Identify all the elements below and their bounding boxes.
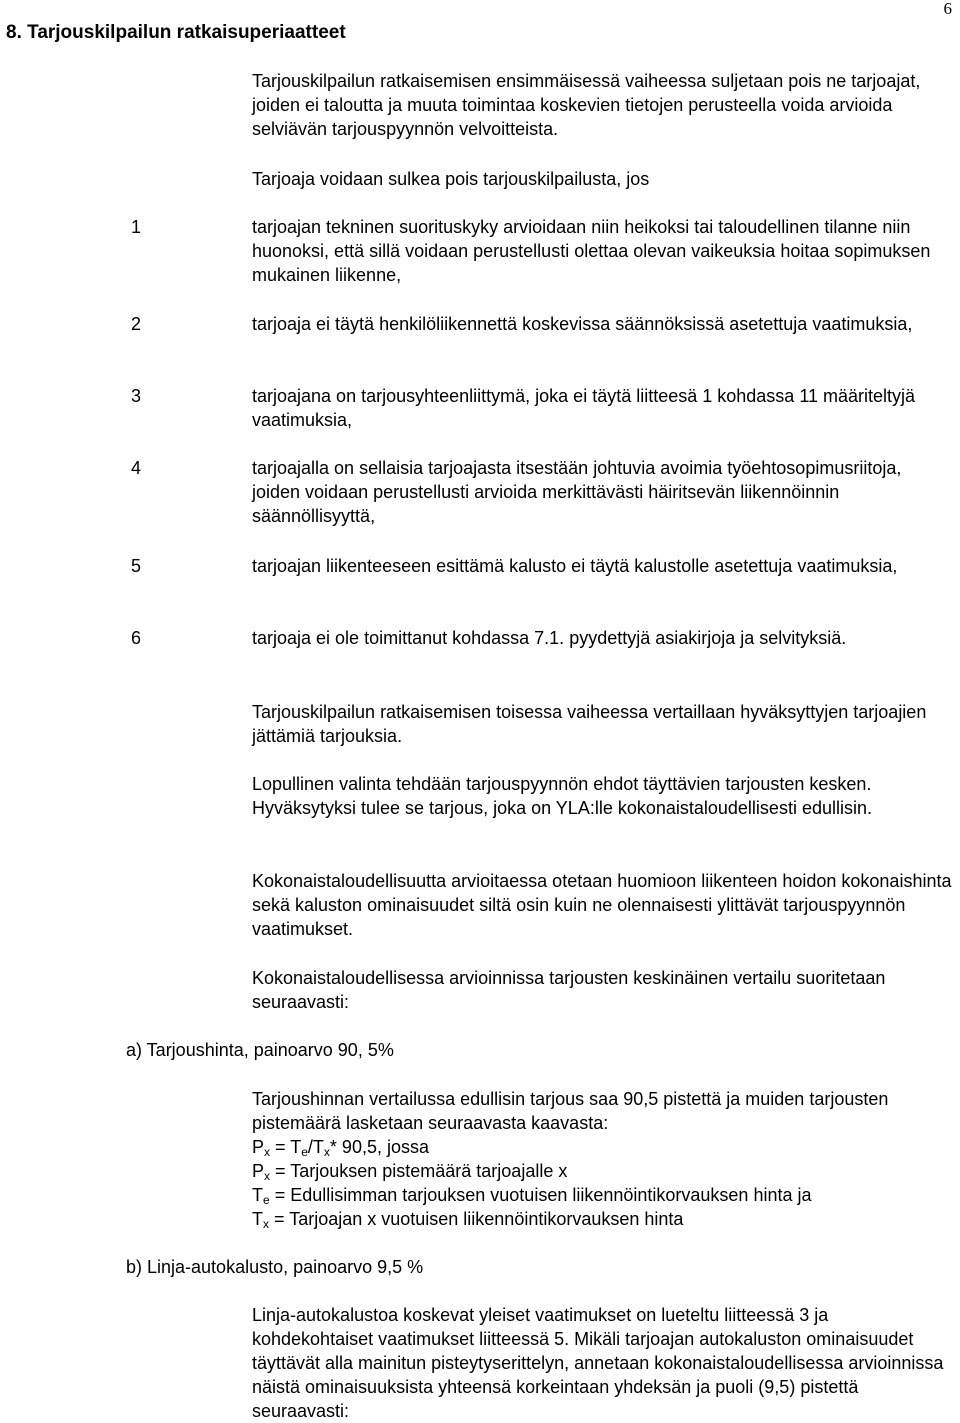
section-a-title: a) Tarjoushinta, painoarvo 90, 5% [126, 1040, 394, 1060]
criterion-text: tarjoaja ei ole toimittanut kohdassa 7.1. pyydettyjä asiakirjoja ja selvityksiä. [252, 628, 847, 648]
criterion-text: tarjoajalla on sellaisia tarjoajasta itsestään johtuvia avoimia työehtosopimusriitoja, joiden voidaan perustellusti arvioida merkittävästi häiritsevän liikennöinnin säännöllisyyttä, [252, 458, 902, 526]
criterion-text: tarjoajan tekninen suorituskyky arvioidaan niin heikoksi tai taloudellinen tilanne niin huonoksi, että sillä voidaan perustellusti olettaa olevan vaikeuksia hoitaa sopimuksen mukainen liikenne, [252, 217, 931, 285]
criterion-number: 4 [131, 458, 142, 478]
second-phase-paragraph: Tarjouskilpailun ratkaisemisen toisessa vaiheessa vertaillaan hyväksyttyjen tarjoajien jättämiä tarjouksia. [252, 702, 927, 746]
formula-definition: $T_x$ = Tarjoajan x vuotuisen liikennöintikorvauksen hinta [252, 1209, 684, 1231]
page-number: 6 [943, 0, 952, 18]
total-economy-paragraph: Kokonaistaloudellisuutta arvioitaessa otetaan huomioon liikenteen hoidon kokonaishinta sekä kaluston ominaisuudet siltä osin kuin ne olennaisesti ylittävät tarjouspyynnön vaatimukset. [252, 871, 952, 939]
section-heading: 8. Tarjouskilpailun ratkaisuperiaatteet [6, 22, 346, 43]
section-a-intro: Tarjoushinnan vertailussa edullisin tarjous saa 90,5 pistettä ja muiden tarjousten pistemäärä lasketaan seuraavasta kaavasta: [252, 1089, 889, 1133]
final-choice-paragraph: Lopullinen valinta tehdään tarjouspyynnön ehdot täyttävien tarjousten kesken. Hyväksytyksi tulee se tarjous, joka on YLA:lle kokonaistaloudellisesti edullisin. [252, 774, 872, 818]
criterion-number: 1 [131, 217, 142, 237]
criterion-text: tarjoajan liikenteeseen esittämä kalusto ei täytä kalustolle asetettuja vaatimuksia, [252, 556, 898, 576]
criterion-number: 6 [131, 628, 142, 648]
formula-definition: $P_x$ = Tarjouksen pistemäärä tarjoajalle x [252, 1161, 568, 1183]
criterion-text: tarjoajana on tarjousyhteenliittymä, joka ei täytä liitteesä 1 kohdassa 11 määriteltyjä vaatimuksia, [252, 386, 916, 430]
comparison-paragraph: Kokonaistaloudellisessa arvioinnissa tarjousten keskinäinen vertailu suoritetaan seuraavasti: [252, 968, 886, 1012]
criterion-number: 5 [131, 556, 142, 576]
formula-definition: $T_e$ = Edullisimman tarjouksen vuotuisen liikennöintikorvauksen hinta ja [252, 1185, 812, 1207]
section-b-text: Linja-autokalustoa koskevat yleiset vaatimukset on lueteltu liitteessä 3 ja kohdekohtaiset vaatimukset liitteessä 5. Mikäli tarjoajan autokaluston ominaisuudet täyttävät alla mainitun pisteytyserittelyn, annetaan kokonaistaloudellisessa arvioinnissa näistä ominaisuuksista yhteensä korkeintaan yhdeksän ja puoli (9,5) pistettä seuraavasti: [252, 1305, 944, 1421]
section-b-title: b) Linja-autokalusto, painoarvo 9,5 % [126, 1257, 424, 1277]
criterion-number: 2 [131, 314, 142, 334]
intro-paragraph: Tarjouskilpailun ratkaisemisen ensimmäisessä vaiheessa suljetaan pois ne tarjoajat, joiden ei taloutta ja muuta toimintaa koskevien tietojen perusteella voida arvioida selviävän tarjouspyynnön velvoitteista. [252, 71, 921, 139]
criterion-text: tarjoaja ei täytä henkilöliikennettä koskevissa säännöksissä asetettuja vaatimuksia, [252, 314, 913, 334]
price-formula: $P_x = T_e/T_x*$ 90,5, jossa [252, 1137, 429, 1159]
exclusion-lead: Tarjoaja voidaan sulkea pois tarjouskilpailusta, jos [252, 169, 650, 189]
criterion-number: 3 [131, 386, 142, 406]
